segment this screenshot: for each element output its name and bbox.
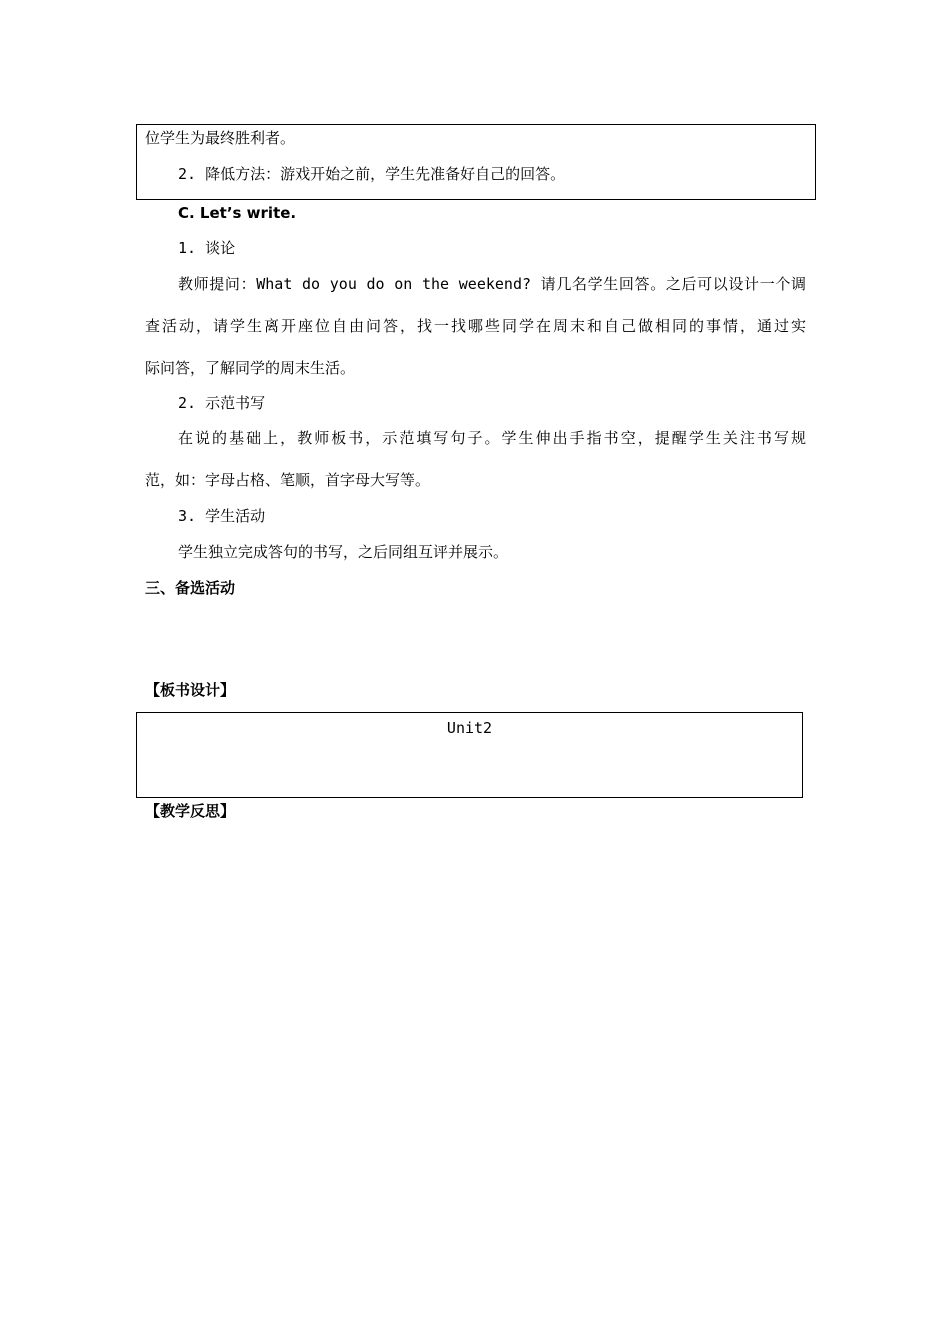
top-box-line-1: 位学生为最终胜利者。 <box>145 129 296 147</box>
board-design-content: Unit2 <box>446 719 493 737</box>
step-2-para-line-1: 在说的基础上，教师板书，示范填写句子。学生伸出手指书空，提醒学生关注书写规 <box>178 429 806 447</box>
step-1-para-line-3: 际问答，了解同学的周末生活。 <box>145 359 356 377</box>
step-3-title: 3. 学生活动 <box>178 507 266 525</box>
step-1-para-line-2: 查活动，请学生离开座位自由问答，找一找哪些同学在周末和自己做相同的事情，通过实 <box>145 317 806 335</box>
step-1-para-line-1: 教师提问：What do you do on the weekend? 请几名学生回答。之后可以设计一个调 <box>178 275 806 293</box>
step-2-title: 2. 示范书写 <box>178 394 266 412</box>
section-3-heading: 三、备选活动 <box>145 579 236 597</box>
top-box-line-2: 2. 降低方法：游戏开始之前，学生先准备好自己的回答。 <box>178 165 566 183</box>
board-design-heading: 【板书设计】 <box>145 681 236 699</box>
reflection-heading: 【教学反思】 <box>145 802 236 820</box>
step-2-para-line-2: 范，如：字母占格、笔顺，首字母大写等。 <box>145 471 431 489</box>
section-c-heading: C. Let’s write. <box>178 204 297 222</box>
step-3-para: 学生独立完成答句的书写，之后同组互评并展示。 <box>178 543 509 561</box>
step-1-title: 1. 谈论 <box>178 239 236 257</box>
